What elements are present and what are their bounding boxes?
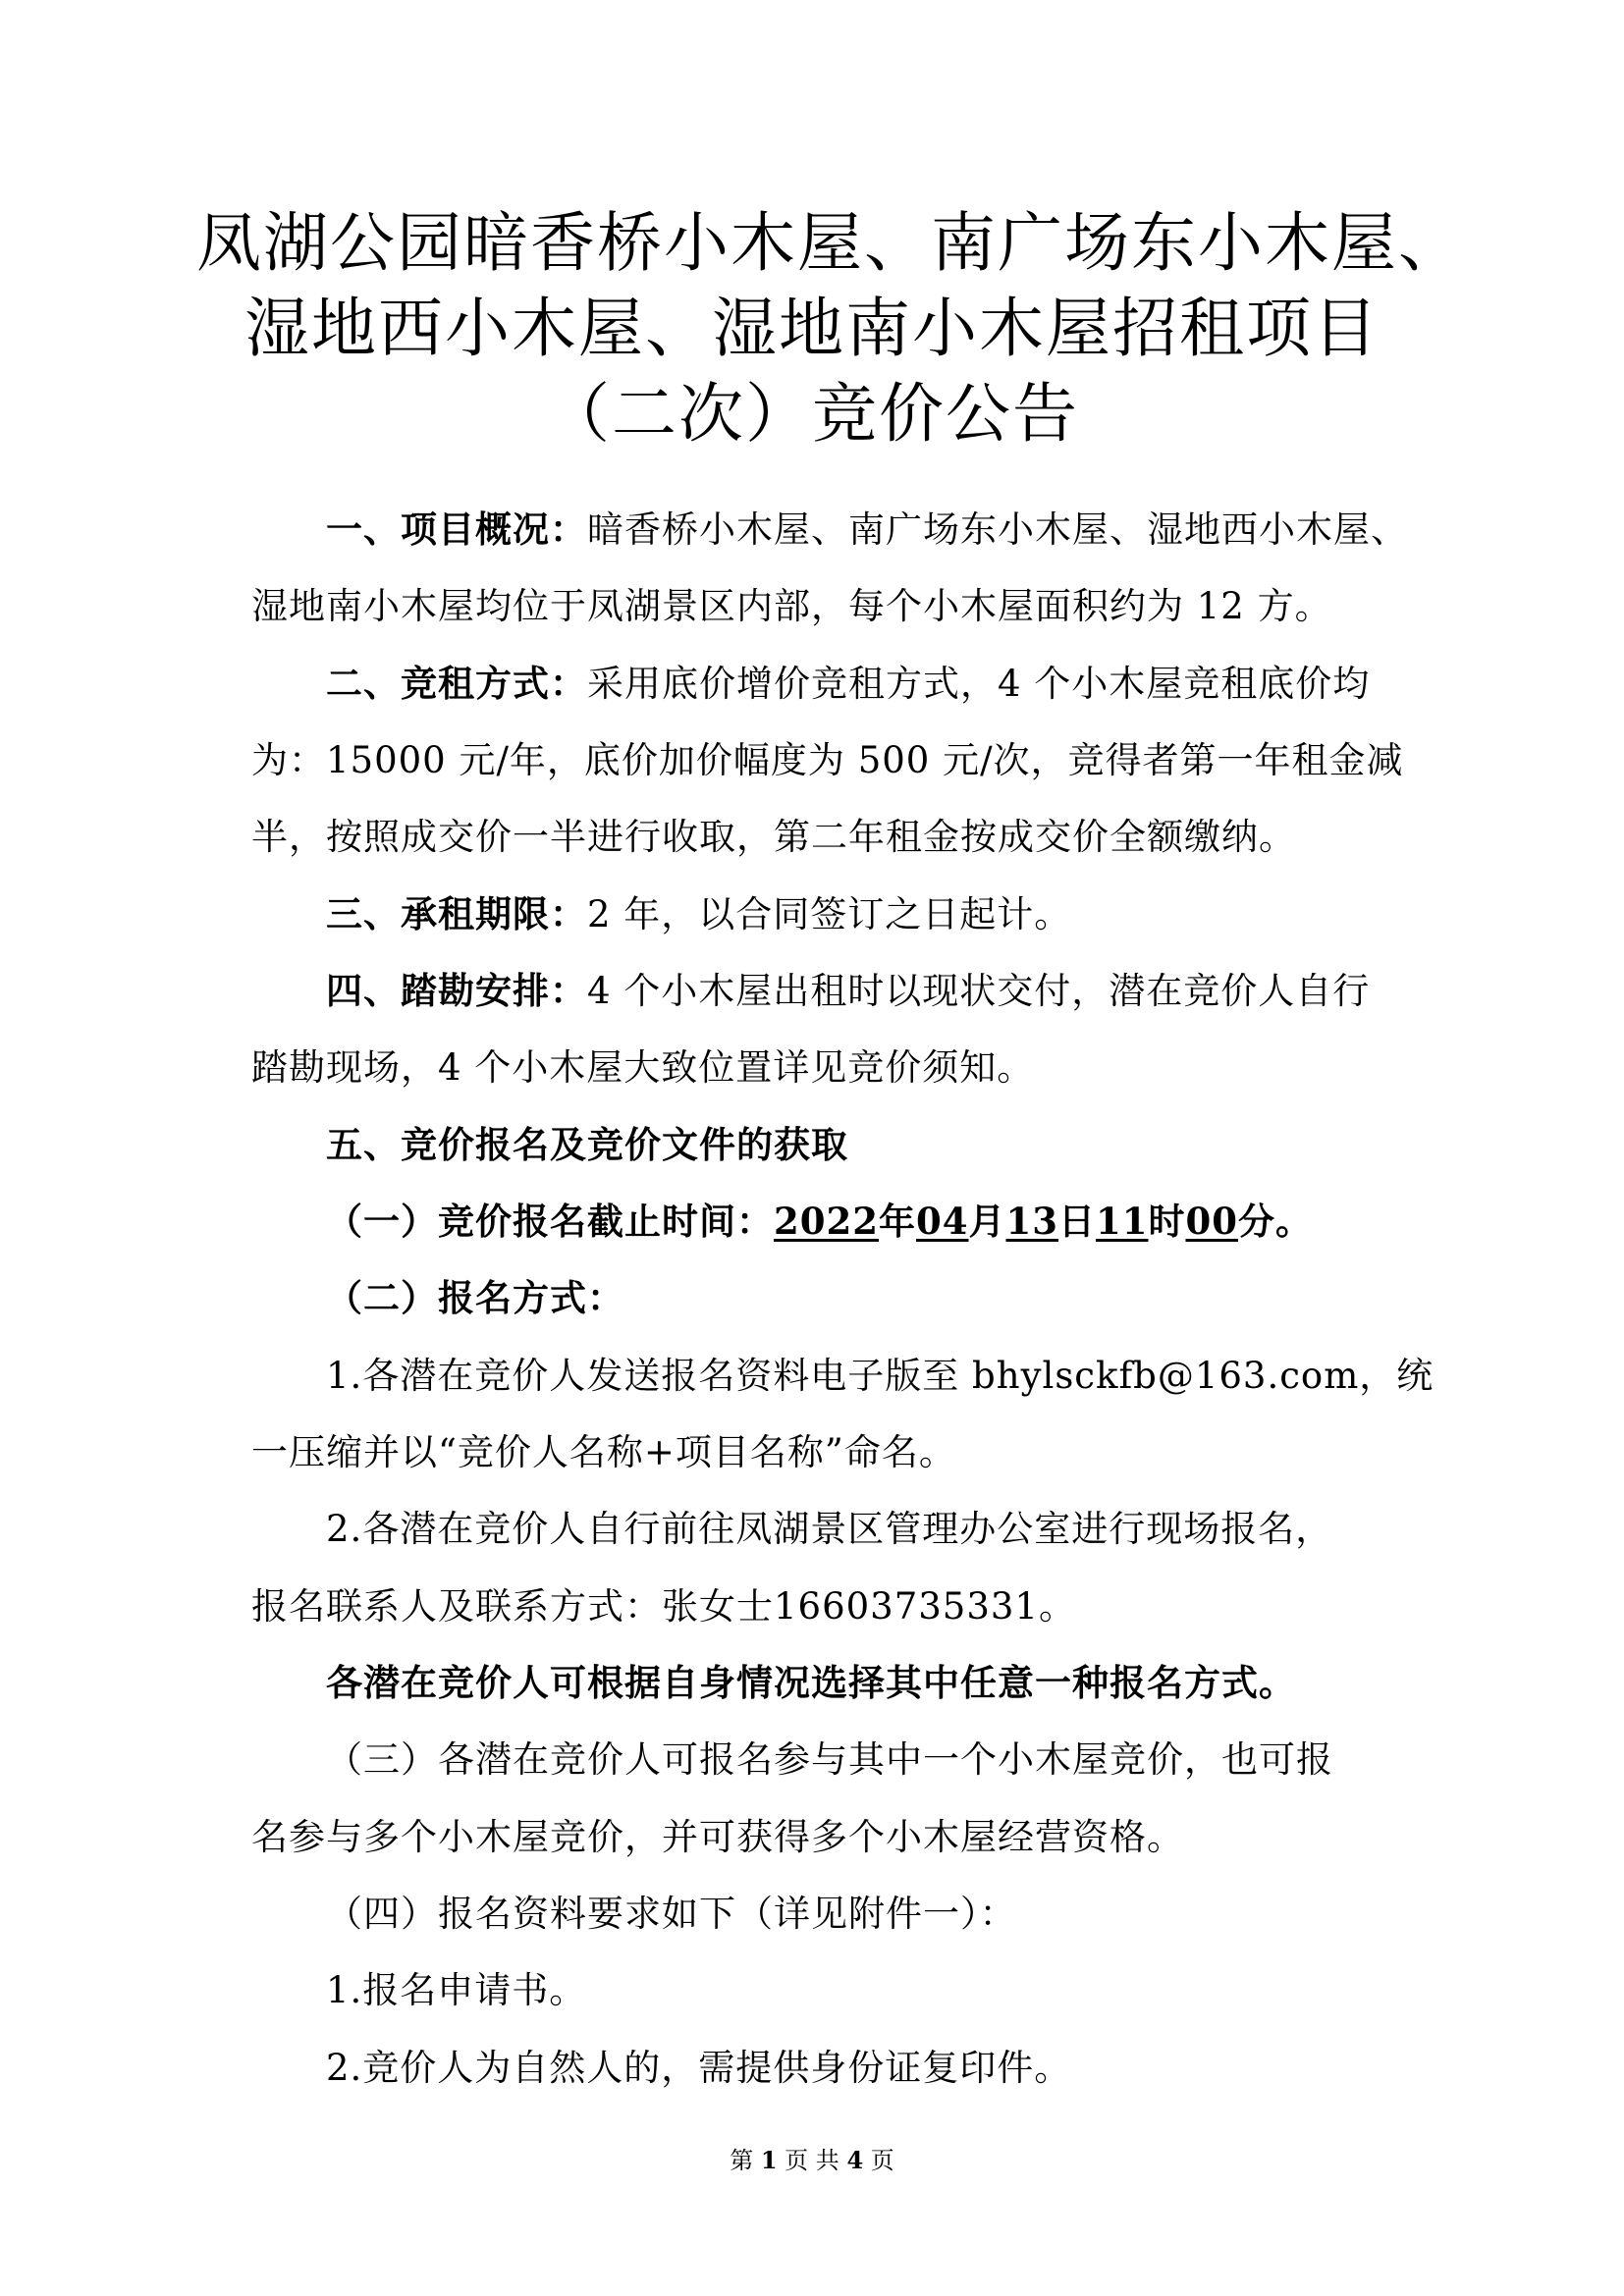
deadline-month-unit: 月 — [968, 1200, 1006, 1243]
deadline-prefix: （一）竞价报名截止时间： — [326, 1200, 774, 1243]
footer-pre: 第 — [730, 2147, 754, 2174]
title-line-3: （二次）竞价公告 — [545, 376, 1079, 452]
deadline-day: 13 — [1005, 1200, 1058, 1243]
method-2-line-2: 报名联系人及联系方式：张女士16603735331。 — [251, 1585, 1076, 1628]
section-3-text: 2 年，以合同签订之日起计。 — [587, 893, 1072, 935]
deadline-minute: 00 — [1185, 1200, 1238, 1243]
paragraph-3-line-2: 名参与多个小木屋竞价，并可获得多个小木屋经营资格。 — [251, 1816, 1184, 1858]
section-4-label: 四、踏勘安排： — [326, 969, 587, 1012]
requirement-1: 1.报名申请书。 — [326, 1969, 587, 2011]
section-4-line-1 — [326, 969, 1390, 1012]
choose-method-note: 各潜在竞价人可根据自身情况选择其中任意一种报名方式。 — [326, 1661, 1296, 1704]
deadline-line — [326, 1200, 1390, 1243]
requirement-2: 2.竞价人为自然人的，需提供身份证复印件。 — [326, 2047, 1072, 2089]
deadline-hour: 11 — [1095, 1200, 1149, 1243]
section-4-text: 4 个小木屋出租时以现状交付，潜在竞价人自行 — [587, 970, 1371, 1012]
deadline-year-unit: 年 — [878, 1200, 916, 1243]
title-line-2: 湿地西小木屋、湿地南小木屋招租项目 — [244, 291, 1380, 366]
deadline-hour-unit: 时 — [1148, 1200, 1186, 1243]
section-2-line-2: 为：15000 元/年，底价加价幅度为 500 元/次，竞得者第一年租金减 — [251, 739, 1404, 781]
deadline-minute-unit: 分。 — [1237, 1200, 1313, 1243]
section-2-text: 采用底价增价竞租方式，4 个小木屋竞租底价均 — [587, 663, 1371, 705]
footer-total-pages: 4 — [846, 2146, 864, 2174]
section-2-line-1 — [326, 662, 1390, 705]
section-2-line-3: 半，按照成交价一半进行收取，第二年租金按成交价全额缴纳。 — [251, 816, 1296, 858]
footer-post: 页 — [870, 2147, 894, 2174]
deadline-month: 04 — [915, 1200, 969, 1243]
section-1-line-1 — [326, 507, 1408, 551]
footer-mid: 页 共 — [785, 2147, 839, 2174]
section-3-label: 三、承租期限： — [326, 892, 587, 935]
deadline-day-unit: 日 — [1057, 1200, 1096, 1243]
method-1-line-2: 一压缩并以“竞价人名称+项目名称”命名。 — [251, 1431, 956, 1473]
section-5-heading: 五、竞价报名及竞价文件的获取 — [326, 1123, 848, 1166]
section-1-label: 一、项目概况： — [326, 507, 587, 551]
method-2-line-1: 2.各潜在竞价人自行前往凤湖景区管理办公室进行现场报名， — [326, 1508, 1333, 1550]
page-footer — [0, 2146, 1624, 2174]
method-heading: （二）报名方式： — [326, 1276, 624, 1319]
paragraph-4: （四）报名资料要求如下（详见附件一）： — [326, 1893, 1017, 1935]
method-1-line-1: 1.各潜在竞价人发送报名资料电子版至 bhylsckfb@163.com，统 — [326, 1355, 1435, 1397]
section-2-label: 二、竞租方式： — [326, 662, 587, 705]
title-line-1: 凤湖公园暗香桥小木屋、南广场东小木屋、 — [196, 205, 1465, 281]
deadline-year: 2022 — [774, 1200, 879, 1243]
section-1-text: 暗香桥小木屋、南广场东小木屋、湿地西小木屋、 — [587, 508, 1408, 551]
footer-page-number: 1 — [760, 2146, 778, 2174]
section-4-line-2: 踏勘现场，4 个小木屋大致位置详见竞价须知。 — [251, 1046, 1035, 1089]
section-3-line-1 — [326, 892, 1390, 935]
section-1-line-2: 湿地南小木屋均位于凤湖景区内部，每个小木屋面积约为 12 方。 — [251, 585, 1332, 627]
paragraph-3-line-1: （三）各潜在竞价人可报名参与其中一个小木屋竞价，也可报 — [326, 1738, 1333, 1781]
